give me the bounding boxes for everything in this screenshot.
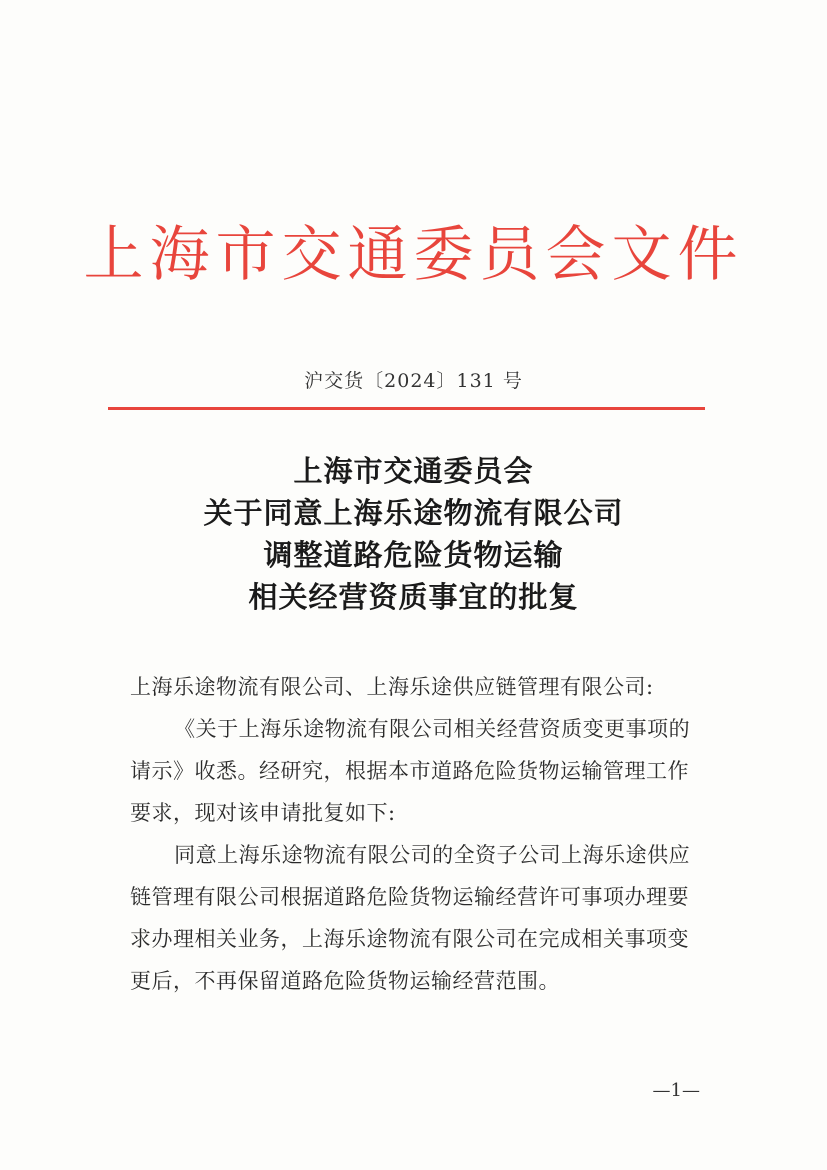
body-paragraph: 《关于上海乐途物流有限公司相关经营资质变更事项的请示》收悉。经研究，根据本市道路危险货物运输管理工作要求，现对该申请批复如下: bbox=[130, 717, 691, 825]
document-title bbox=[0, 450, 827, 618]
document-body bbox=[130, 666, 700, 1002]
page-number: —1— bbox=[652, 1080, 700, 1101]
title-line: 相关经营资质事宜的批复 bbox=[248, 580, 579, 614]
issuer-header: 上海市交通委员会文件 bbox=[83, 220, 744, 290]
title-line: 上海市交通委员会 bbox=[293, 454, 534, 488]
title-line: 关于同意上海乐途物流有限公司 bbox=[203, 496, 624, 530]
document-number: 沪交货〔2024〕131 号 bbox=[304, 370, 523, 392]
body-paragraph: 同意上海乐途物流有限公司的全资子公司上海乐途供应链管理有限公司根据道路危险货物运输经营许可事项办理要求办理相关业务，上海乐途物流有限公司在完成相关事项变更后，不再保留道路危险货物运输经营范围。 bbox=[130, 843, 691, 993]
addressee: 上海乐途物流有限公司、上海乐途供应链管理有限公司: bbox=[130, 675, 654, 699]
title-line: 调整道路危险货物运输 bbox=[263, 538, 564, 572]
red-divider bbox=[108, 407, 705, 410]
